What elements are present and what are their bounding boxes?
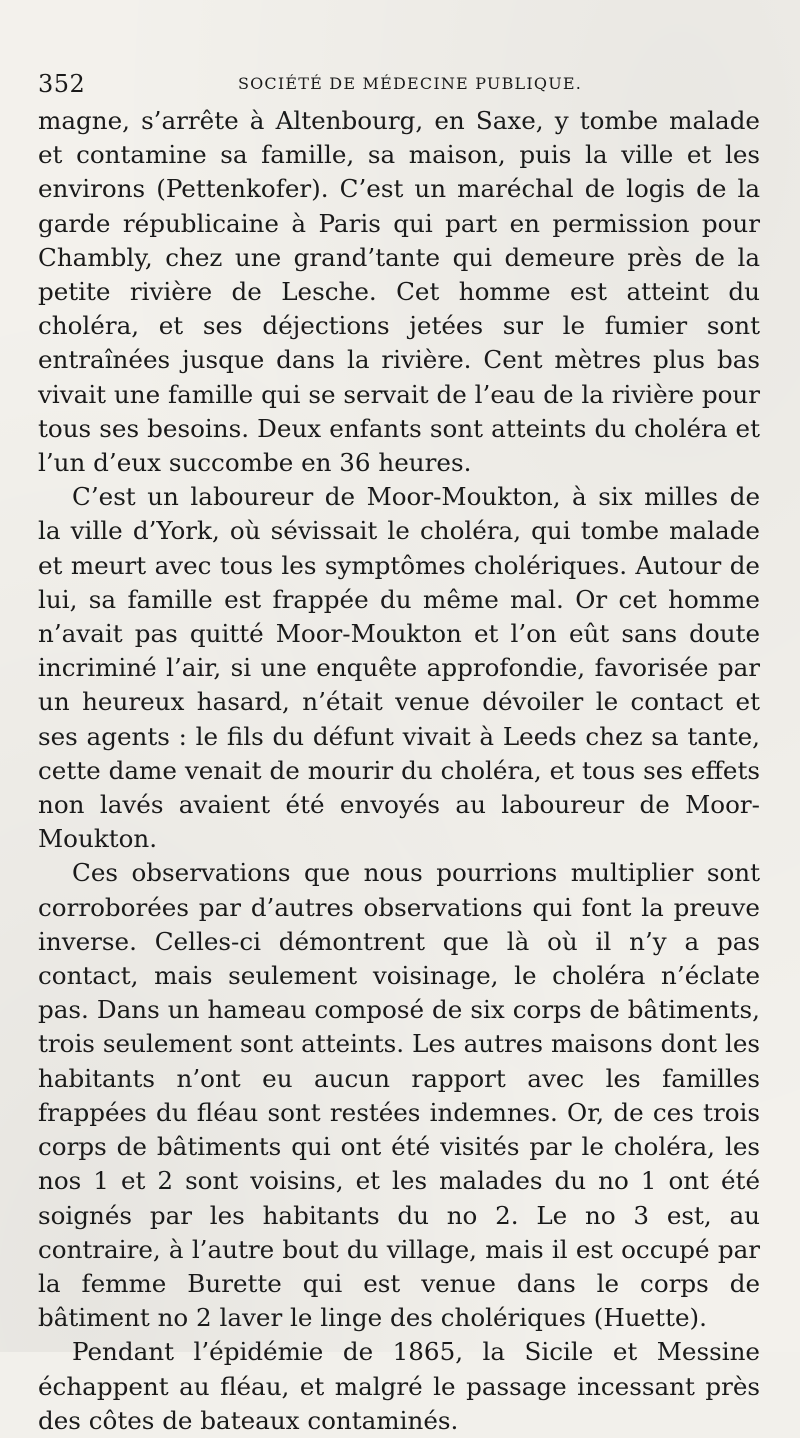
page-header (38, 70, 760, 100)
running-title: SOCIÉTÉ DE MÉDECINE PUBLIQUE. (237, 74, 583, 93)
body-text (38, 104, 760, 1438)
paragraph: Ces observations que nous pourrions multiplier sont corroborées par d’autres observations qui font la preuve inverse. Celles-ci démontrent que là où il n’y a pas contact, mais seulement voisinage, le choléra n’éclate pas. Dans un hameau composé de six corps de bâtiments, trois seulement sont atteints. Les autres maisons dont les habitants n’ont eu aucun rapport avec les familles frappées du fléau sont restées indemnes. Or, de ces trois corps de bâtiments qui ont été visités par le choléra, les nos 1 et 2 sont voisins, et les malades du no 1 ont été soignés par les habitants du no 2. Le no 3 est, au contraire, à l’autre bout du village, mais il est occupé par la femme Burette qui est venue dans le corps de bâtiment no 2 laver le linge des cholériques (Huette). (38, 858, 760, 1333)
page-number: 352 (38, 70, 86, 98)
paragraph: C’est un laboureur de Moor-Moukton, à six milles de la ville d’York, où sévissait le choléra, qui tombe malade et meurt avec tous les symptômes cholériques. Autour de lui, sa famille est frappée du même mal. Or cet homme n’avait pas quitté Moor-Moukton et l’on eût sans doute incriminé l’air, si une enquête approfondie, favorisée par un heureux hasard, n’était venue dévoiler le contact et ses agents : le fils du défunt vivait à Leeds chez sa tante, cette dame venait de mourir du choléra, et tous ses effets non lavés avaient été envoyés au laboureur de Moor-Moukton. (38, 482, 760, 854)
paragraph: Pendant l’épidémie de 1865, la Sicile et Messine échappent au fléau, et malgré le passage incessant près des côtes de bateaux contaminés. (38, 1337, 760, 1435)
paragraph: magne, s’arrête à Altenbourg, en Saxe, y tombe malade et contamine sa famille, sa maison, puis la ville et les environs (Pettenkofer). C’est un maréchal de logis de la garde républicaine à Paris qui part en permission pour Chambly, chez une grand’tante qui demeure près de la petite rivière de Lesche. Cet homme est atteint du choléra, et ses déjections jetées sur le fumier sont entraînées jusque dans la rivière. Cent mètres plus bas vivait une famille qui se servait de l’eau de la rivière pour tous ses besoins. Deux enfants sont atteints du choléra et l’un d’eux succombe en 36 heures. (38, 106, 760, 478)
